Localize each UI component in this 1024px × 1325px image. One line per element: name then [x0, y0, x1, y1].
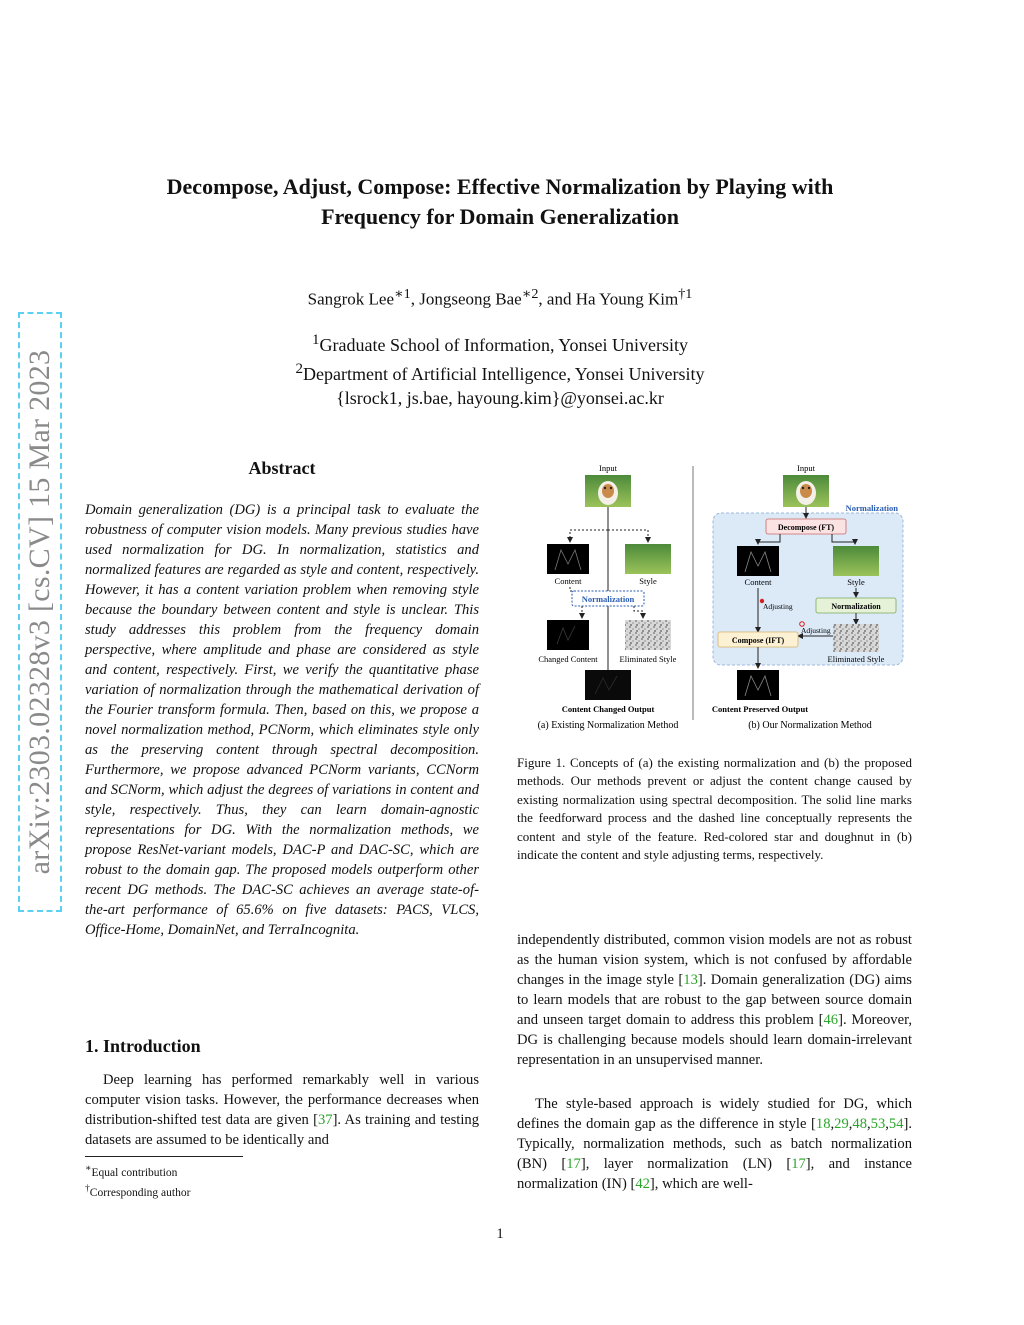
citation-link[interactable]: 53	[870, 1116, 886, 1132]
arxiv-id: arXiv:2303.02328v3 [cs.CV] 15 Mar 2023	[23, 349, 56, 875]
author-list	[100, 286, 900, 310]
affiliation-1: $^1$Graduate School of Information, Yonsei University	[312, 332, 688, 355]
right-output-label: Content Preserved Output	[711, 704, 809, 714]
right-adjusting-2: Adjusting	[801, 626, 831, 635]
citation-link[interactable]: 46	[823, 1012, 839, 1028]
citation-link[interactable]: 37	[317, 1112, 333, 1128]
left-changed-content-image	[547, 620, 589, 650]
left-eliminated-style-image	[625, 620, 671, 650]
arxiv-stamp	[18, 312, 62, 912]
author-1-mark: ∗1	[394, 286, 411, 302]
figure-1-caption: Figure 1. Concepts of (a) the existing normalization and (b) the proposed methods. Our methods prevent or adjust the content change caused by existing normalization using spectral decomposition. The solid line marks the feedforward process and the dashed line conceptually represents the content and style of the feature. Red-colored star and doughnut in (b) indicate the content and style adjusting terms, respectively.	[517, 755, 912, 863]
left-style-label: Style	[639, 576, 657, 586]
right-style-label: Style	[847, 577, 865, 587]
right-input-label: Input	[797, 463, 815, 473]
citation-link[interactable]: 48	[852, 1116, 867, 1132]
figure-1-diagram	[515, 458, 915, 740]
citation-link[interactable]: 42	[635, 1176, 650, 1192]
author-1: Sangrok Lee	[307, 289, 395, 309]
author-2-mark: ∗2	[521, 286, 539, 302]
left-eliminated-style-label: Eliminated Style	[619, 654, 677, 664]
affiliation-2: $^2$Department of Artificial Intelligence, Yonsei University	[295, 361, 705, 384]
right-normalization-label: Normalization	[831, 602, 881, 611]
left-changed-content-label: Changed Content	[538, 654, 598, 664]
intro-paragraph-1: Deep learning has performed remarkably well in various computer vision tasks. However, the performance decreases when distribution-shifted test data are given [37]. As training and testing datasets are assumed to be identically and	[85, 1072, 479, 1148]
right-adjusting-1: Adjusting	[763, 602, 793, 611]
left-style-image	[625, 544, 671, 574]
citation-link[interactable]: 17	[566, 1156, 581, 1172]
section-heading-introduction: 1. Introduction	[85, 1036, 201, 1056]
author-2: , Jongseong Bae	[410, 289, 522, 309]
author-emails: {lsrock1, js.bae, hayoung.kim}@yonsei.ac.kr	[336, 388, 664, 408]
author-3-mark: †1	[678, 286, 693, 302]
author-3: , and Ha Young Kim	[538, 289, 679, 309]
title-line-2: Frequency for Domain Generalization	[321, 204, 679, 229]
right-content-label: Content	[744, 577, 772, 587]
intro-paragraph-3: The style-based approach is widely studied for DG, which defines the domain gap as the difference in style [18,29,48,53,54]. Typically, normalization methods, such as batch normalization (BN) [17], layer normalization (LN) [17], and instance normalization (IN) [42], which are well-	[517, 1096, 912, 1192]
footnotes	[85, 1161, 385, 1201]
page-number: 1	[496, 1226, 504, 1242]
left-content-label: Content	[554, 576, 582, 586]
right-style-image	[833, 546, 879, 576]
citation-link[interactable]: 13	[683, 972, 698, 988]
right-subcaption: (b) Our Normalization Method	[748, 720, 872, 731]
citation-link[interactable]: 54	[888, 1116, 904, 1132]
abstract-heading: Abstract	[248, 458, 316, 478]
abstract-text: Domain generalization (DG) is a principal task to evaluate the robustness of computer vision models. Many previous studies have used normalization for DG. In normalization, statistics and normalized features are regarded as style and content, respectively. However, it has a content variation problem when removing style because the boundary between content and style is unclear. This study addresses this problem from the frequency domain perspective, where amplitude and phase are considered as style and content, respectively. First, we verify the quantitative phase variation of normalization through the mathematical derivation of the Fourier transform formula. Then, based on this, we propose a novel normalization method, PCNorm, which eliminates style only as the preserving content through spectral decomposition. Furthermore, we propose advanced PCNorm variants, CCNorm and SCNorm, which adjust the degrees of variations in content and style, respectively. Thus, they can learn domain-agnostic representations for DG. With the normalization methods, we propose ResNet-variant models, DAC-P and DAC-SC, which are robust to the domain gap. The proposed models outperform other recent DG methods. The DAC-SC achieves an average state-of-the-art performance of 65.6% on five datasets: PACS, VLCS, Office-Home, DomainNet, and TerraIncognita.	[85, 502, 479, 938]
right-content-image	[737, 546, 779, 576]
left-output-image	[585, 670, 631, 700]
affiliations	[100, 328, 900, 410]
citation-link[interactable]: 17	[791, 1156, 806, 1172]
right-eliminated-style-image	[833, 624, 879, 652]
right-normalization-panel-label: Normalization	[845, 503, 898, 513]
right-output-image	[737, 670, 779, 700]
left-input-label: Input	[599, 463, 617, 473]
left-output-label: Content Changed Output	[561, 704, 655, 714]
right-compose-label: Compose (IFT)	[731, 636, 785, 645]
left-content-image	[547, 544, 589, 574]
left-subcaption: (a) Existing Normalization Method	[537, 720, 679, 731]
footnote-2: †Corresponding author	[85, 1182, 191, 1199]
left-input-image	[585, 475, 631, 507]
right-decompose-label: Decompose (FT)	[777, 523, 835, 532]
footnote-1: ∗Equal contribution	[85, 1163, 178, 1179]
paper-title	[100, 172, 900, 232]
footnote-rule	[85, 1156, 243, 1157]
intro-paragraph-2: independently distributed, common vision models are not as robust as the human vision system, which is not confused by affordable changes in the image style [13]. Domain generalization (DG) aims to learn models that are robust to the gap between source domain and unseen target domain to address this problem [46]. Moreover, DG is challenging because models should learn domain-irrelevant representation in an unsupervised manner.	[517, 932, 912, 1068]
left-normalization-label: Normalization	[581, 594, 635, 604]
right-eliminated-style-label: Eliminated Style	[827, 654, 885, 664]
citation-link[interactable]: 29	[834, 1116, 849, 1132]
right-input-image	[783, 475, 829, 507]
title-line-1: Decompose, Adjust, Compose: Effective Normalization by Playing with	[166, 174, 834, 199]
citation-link[interactable]: 18	[815, 1116, 831, 1132]
